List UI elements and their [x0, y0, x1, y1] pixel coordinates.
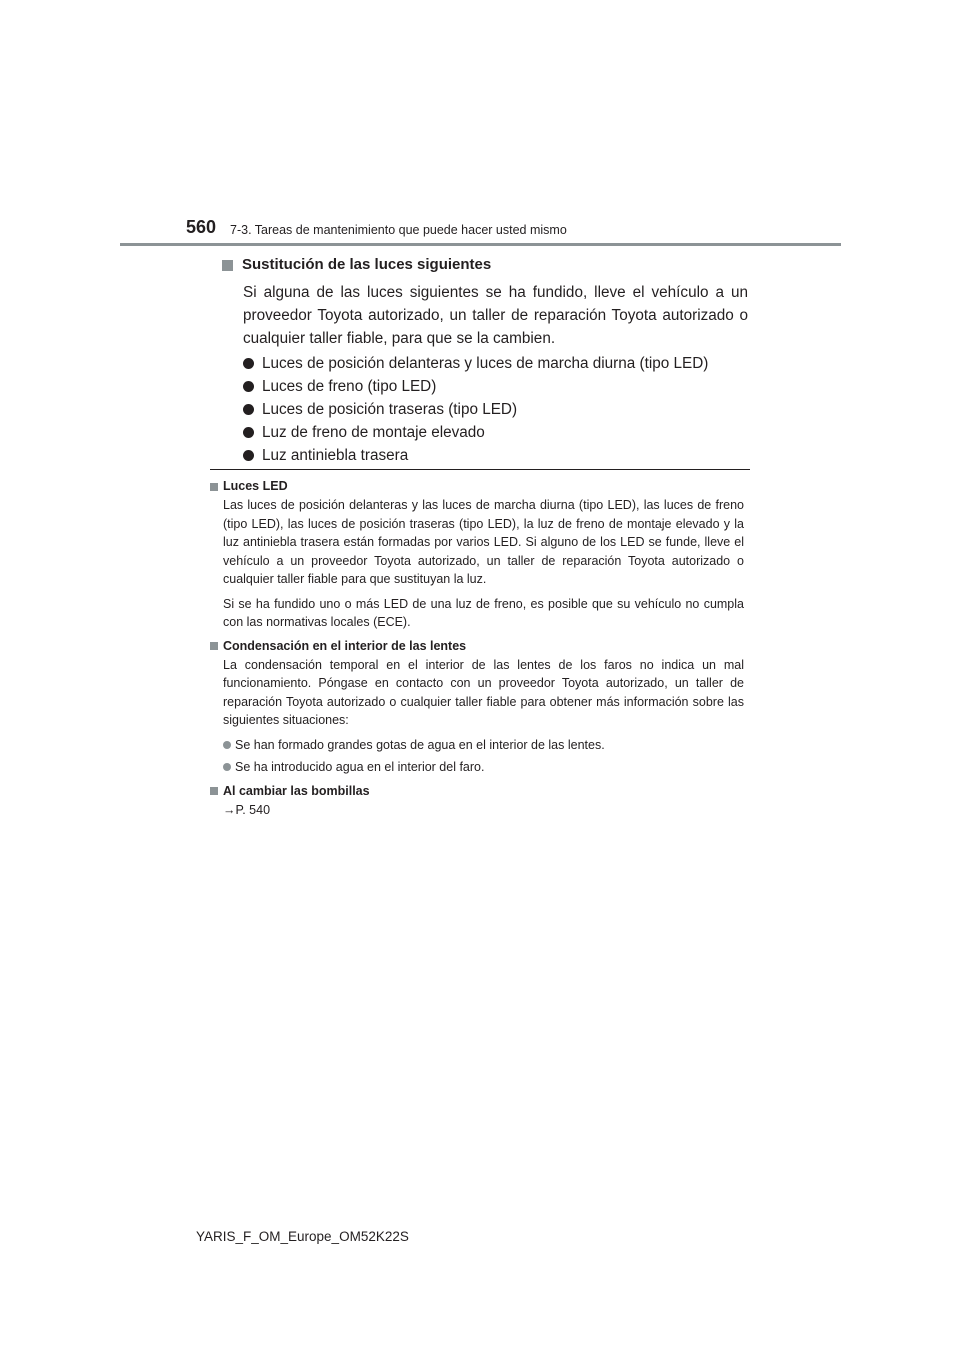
list-item-text: Luces de freno (tipo LED) — [262, 378, 437, 395]
round-bullet-icon — [243, 404, 254, 415]
list-item-text: Se ha introducido agua en el interior del faro. — [235, 760, 485, 774]
lights-list — [243, 352, 748, 467]
list-item-text: Luces de posición delanteras y luces de marcha diurna (tipo LED) — [262, 355, 709, 372]
list-item — [243, 398, 748, 421]
section-paragraph: Si alguna de las luces siguientes se ha fundido, lleve el vehículo a un proveedor Toyota autorizado, un taller de reparación Toyota autorizado o cualquier taller fiable, para que se la cambien. — [243, 284, 748, 347]
page-reference-link[interactable]: →P. 540 — [223, 802, 271, 817]
note-heading-led — [210, 478, 744, 495]
main-section — [222, 255, 748, 467]
square-bullet-icon — [222, 260, 233, 271]
round-bullet-icon — [243, 450, 254, 461]
list-item — [243, 421, 748, 444]
note-paragraph: Las luces de posición delanteras y las luces de marcha diurna (tipo LED), las luces de freno (tipo LED), las luces de posición traseras (tipo LED), la luz de freno de montaje elevado y la luz antiniebla trasera están formadas por varios LED. Si alguno de los LED se funde, lleve el vehículo a un proveedor Toyota autorizado, un taller de reparación Toyota autorizado o cualquier taller fiable para que sustituyan la luz. — [223, 498, 744, 586]
list-item-text: Se han formado grandes gotas de agua en el interior de las lentes. — [235, 737, 605, 752]
notes-divider — [210, 469, 750, 470]
round-bullet-icon — [223, 763, 231, 771]
round-bullet-icon — [223, 741, 231, 749]
note-heading-text: Al cambiar las bombillas — [223, 783, 370, 798]
note-heading-condensation — [210, 638, 744, 655]
note-heading-text: Luces LED — [223, 479, 288, 493]
notes-section — [210, 478, 744, 819]
section-header: 7-3. Tareas de mantenimiento que puede hacer usted mismo — [230, 223, 567, 237]
list-item — [243, 352, 748, 375]
list-item — [223, 758, 744, 777]
list-item — [243, 444, 748, 467]
list-item — [243, 375, 748, 398]
section-heading-text: Sustitución de las luces siguientes — [242, 256, 492, 273]
round-bullet-icon — [243, 427, 254, 438]
header-rule — [120, 243, 841, 246]
list-item-text: Luz de freno de montaje elevado — [262, 424, 485, 441]
list-item-text: Luz antiniebla trasera — [262, 447, 409, 464]
round-bullet-icon — [243, 381, 254, 392]
square-bullet-icon — [210, 642, 218, 650]
list-item — [223, 736, 744, 755]
round-bullet-icon — [243, 358, 254, 369]
note-heading-bulbs — [210, 783, 744, 800]
note-heading-text: Condensación en el interior de las lentes — [223, 638, 467, 653]
note-paragraph: La condensación temporal en el interior de las lentes de los faros no indica un mal funcionamiento. Póngase en contacto con un proveedor Toyota autorizado, un taller de reparación Toyota autorizado o cualquier taller fiable para obtener más información sobre las siguientes situaciones: — [223, 657, 744, 727]
page-number: 560 — [186, 217, 217, 237]
section-heading — [222, 255, 748, 275]
square-bullet-icon — [210, 483, 218, 491]
condensation-list — [223, 736, 744, 777]
note-paragraph: Si se ha fundido uno o más LED de una luz de freno, es posible que su vehículo no cumpla con las normativas locales (ECE). — [223, 596, 744, 629]
document-code: YARIS_F_OM_Europe_OM52K22S — [196, 1229, 409, 1244]
list-item-text: Luces de posición traseras (tipo LED) — [262, 401, 518, 418]
square-bullet-icon — [210, 787, 218, 795]
